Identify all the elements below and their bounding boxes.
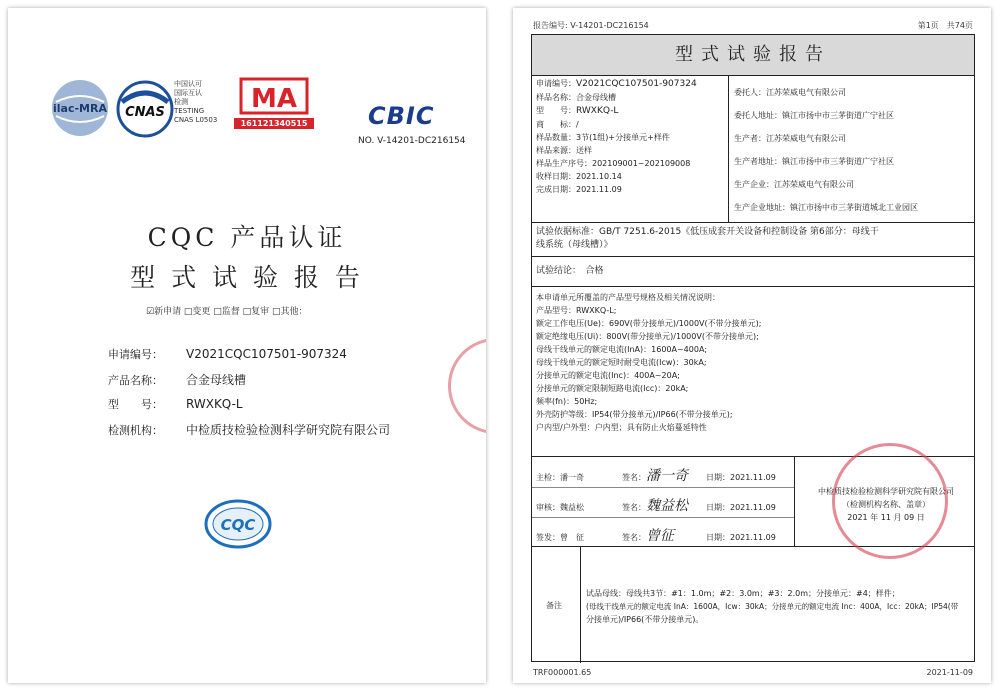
- spec-line: 外壳防护等级：IP54(带分接单元)/IP66(不带分接单元);: [536, 410, 733, 419]
- institution-block: [798, 485, 974, 524]
- client-field: [734, 150, 918, 173]
- field-value: RWXKQ-L: [576, 106, 619, 116]
- ilac-text: ilac-MRA: [53, 102, 107, 115]
- sample-field: [536, 91, 697, 104]
- signature-label: 签名：: [622, 473, 646, 482]
- sample-field: [536, 157, 697, 170]
- cqc-logo: [203, 498, 273, 550]
- institution-note: （检测机构名称、盖章）: [842, 500, 930, 509]
- field-label: 样品数量：: [536, 133, 576, 142]
- sample-field: [536, 77, 697, 91]
- spec-line: 额定工作电压(Ue)：690V(带分接单元)/1000V(不带分接单元);: [536, 319, 762, 328]
- signer-row: [536, 465, 794, 485]
- institution-name: 中检质技检验检测科学研究院有限公司: [818, 487, 954, 496]
- ilac-mra-logo: [48, 76, 112, 140]
- page-counter: 第1页 共74页: [917, 21, 973, 30]
- field-label: 生产企业地址：: [734, 203, 790, 212]
- cover-field-row: [108, 421, 458, 446]
- remarks-text: [586, 587, 958, 626]
- signature: 曾征: [646, 528, 674, 544]
- date-label: 日期：: [706, 533, 730, 542]
- footer-date: 2021-11-09: [926, 668, 973, 677]
- field-label: 检测机构：: [108, 424, 163, 437]
- field-label: 收样日期：: [536, 172, 576, 181]
- spec-line: 本申请单元所覆盖的产品型号规格及相关情况说明：: [536, 293, 720, 302]
- field-value: 合金母线槽: [576, 93, 616, 102]
- sample-field: [536, 183, 697, 196]
- cover-field-row: [108, 346, 458, 371]
- date-label: 日期：: [706, 503, 730, 512]
- field-value: 2021.11.09: [576, 185, 622, 194]
- cover-fields: [108, 346, 458, 446]
- field-label: 型 号：: [108, 398, 163, 411]
- field-value: 送样: [576, 146, 592, 155]
- field-value: 202109001~202109008: [592, 159, 691, 168]
- field-label: 生产者地址：: [734, 157, 782, 166]
- field-label: 样品来源：: [536, 146, 576, 155]
- client-field: [734, 196, 918, 219]
- cqc-text: CQC: [220, 516, 256, 534]
- cover-title: [8, 218, 486, 298]
- form-code: TRF000001.65: [533, 668, 592, 677]
- client-field: [734, 81, 918, 104]
- spec-line: 频率(fn)：50Hz;: [536, 397, 598, 406]
- field-value: 中检质技检验检测科学研究院有限公司: [186, 423, 391, 437]
- signer-role: 主检：潘一奇: [536, 473, 584, 482]
- field-value: 镇江市扬中市三茅街道广宁社区: [782, 157, 894, 166]
- signer-row: [536, 495, 794, 515]
- remarks-label: 备注: [546, 601, 562, 610]
- field-value: 合金母线槽: [186, 373, 247, 387]
- spec-line: 户内型/户外型：户内型；具有防止火焰蔓延特性: [536, 423, 707, 432]
- cnas-caption-line: CNAS L0503: [174, 116, 218, 124]
- spec-line: 母线干线单元的额定短时耐受电流(Icw)：30kA;: [536, 358, 707, 367]
- report-page: [513, 8, 991, 683]
- cnas-caption-line: 检测: [174, 98, 188, 106]
- report-title: 型式试验报告: [532, 35, 974, 76]
- cnas-caption-line: 国际互认: [174, 89, 202, 97]
- field-label: 商 标：: [536, 120, 576, 129]
- cnas-caption: [174, 80, 234, 125]
- institution-date: 2021 年 11 月 09 日: [847, 513, 925, 522]
- remarks-line: 试品母线：母线共3节：#1：1.0m；#2：3.0m；#3：2.0m；分接单元：#4；样件；: [586, 589, 900, 598]
- field-value: RWXKQ-L: [186, 397, 243, 411]
- signature: 魏益松: [646, 498, 688, 514]
- signer-role: 审核：魏益松: [536, 503, 584, 512]
- spec-line: 产品型号：RWXKQ-L;: [536, 306, 617, 315]
- field-label: 产品名称：: [108, 374, 163, 387]
- cover-field-row: [108, 371, 458, 396]
- cnas-caption-line: TESTING: [174, 107, 205, 115]
- test-basis-section: [532, 223, 974, 257]
- sample-field: [536, 104, 697, 118]
- signature-label: 签名：: [622, 533, 646, 542]
- spec-line: 母线干线单元的额定电流(InA)：1600A~400A;: [536, 345, 708, 354]
- signature-section: [532, 457, 974, 547]
- date-label: 日期：: [706, 473, 730, 482]
- application-type-checkboxes: ☑新申请 □变更 □监督 □复审 □其他：: [146, 307, 308, 317]
- cover-page: [8, 8, 486, 683]
- cover-title-line2: 型 式 试 验 报 告: [130, 263, 364, 292]
- remarks-line: 分接单元)/IP66(不带分接单元)。: [586, 615, 704, 624]
- field-value: /: [576, 120, 579, 129]
- field-label: 生产者：: [734, 134, 766, 143]
- field-value: 江苏荣威电气有限公司: [766, 88, 846, 97]
- cnas-caption-line: 中国认可: [174, 80, 202, 88]
- field-value: V2021CQC107501-907324: [186, 347, 347, 361]
- cnas-logo: [116, 80, 174, 138]
- sign-date: 2021.11.09: [730, 503, 776, 512]
- cnas-text: CNAS: [125, 105, 165, 120]
- test-basis-line: 线系统（母线槽）》: [536, 240, 613, 250]
- report-header: [533, 20, 973, 31]
- cbic-logo: CBIC: [368, 102, 435, 130]
- signature-label: 签名：: [622, 503, 646, 512]
- field-value: 2021.10.14: [576, 172, 622, 181]
- report-number: NO. V-14201-DC216154: [358, 136, 466, 146]
- field-value: 江苏荣威电气有限公司: [774, 180, 854, 189]
- client-field: [734, 173, 918, 196]
- field-label: 申请编号：: [536, 79, 576, 88]
- report-footer: [533, 668, 973, 677]
- sign-date: 2021.11.09: [730, 533, 776, 542]
- field-value: V2021CQC107501-907324: [576, 79, 697, 89]
- report-frame: [531, 34, 975, 662]
- sample-info-section: [532, 75, 974, 223]
- field-label: 委托人：: [734, 88, 766, 97]
- spec-line: 分接单元的额定限制短路电流(Icc)：20kA;: [536, 384, 689, 393]
- field-value: 江苏荣威电气有限公司: [766, 134, 846, 143]
- client-field: [734, 104, 918, 127]
- field-value: 镇江市扬中市三茅街道城北工业园区: [790, 203, 918, 212]
- certification-logos: [48, 68, 468, 146]
- cma-number: 161121340515: [234, 118, 314, 129]
- field-value: 镇江市扬中市三茅街道广宁社区: [782, 111, 894, 120]
- remarks-line: (母线干线单元的额定电流 InA：1600A，Icw：30kA；分接单元的额定电流 Inc：400A，Icc：20kA；IP54(带: [586, 602, 959, 611]
- sample-field: [536, 144, 697, 157]
- client-field: [734, 127, 918, 150]
- sample-field: [536, 118, 697, 131]
- field-label: 型 号：: [536, 106, 576, 115]
- remarks-section: [532, 547, 974, 663]
- test-basis-line: 试验依据标准：GB/T 7251.6-2015《低压成套开关设备和控制设备 第6部分：母线干: [536, 227, 879, 237]
- sample-fields: [536, 77, 697, 196]
- field-label: 样品生产序号：: [536, 159, 592, 168]
- report-header-number: 报告编号: V-14201-DC216154: [533, 21, 649, 30]
- test-conclusion: 试验结论： 合格: [536, 266, 604, 276]
- conclusion-section: [532, 257, 974, 287]
- signer-role: 签发：曾 征: [536, 533, 584, 542]
- spec-line: 分接单元的额定电流(Inc)：400A~20A;: [536, 371, 680, 380]
- client-fields: [734, 81, 918, 219]
- field-label: 样品名称：: [536, 93, 576, 102]
- field-value: 3节(1组)+分接单元+样件: [576, 133, 670, 142]
- spec-line: 额定绝缘电压(Ui)：800V(带分接单元)/1000V(不带分接单元);: [536, 332, 759, 341]
- cma-text: MA: [251, 84, 297, 114]
- sample-field: [536, 170, 697, 183]
- cover-title-line1: CQC 产品认证: [147, 223, 347, 252]
- signature: 潘一奇: [646, 468, 688, 484]
- signer-row: [536, 525, 794, 545]
- field-label: 申请编号：: [108, 348, 163, 361]
- field-label: 生产企业：: [734, 180, 774, 189]
- cover-field-row: [108, 396, 458, 421]
- product-spec-section: [532, 287, 974, 457]
- field-label: 委托人地址：: [734, 111, 782, 120]
- sign-date: 2021.11.09: [730, 473, 776, 482]
- field-label: 完成日期：: [536, 185, 576, 194]
- sample-field: [536, 131, 697, 144]
- cma-logo: [238, 76, 310, 116]
